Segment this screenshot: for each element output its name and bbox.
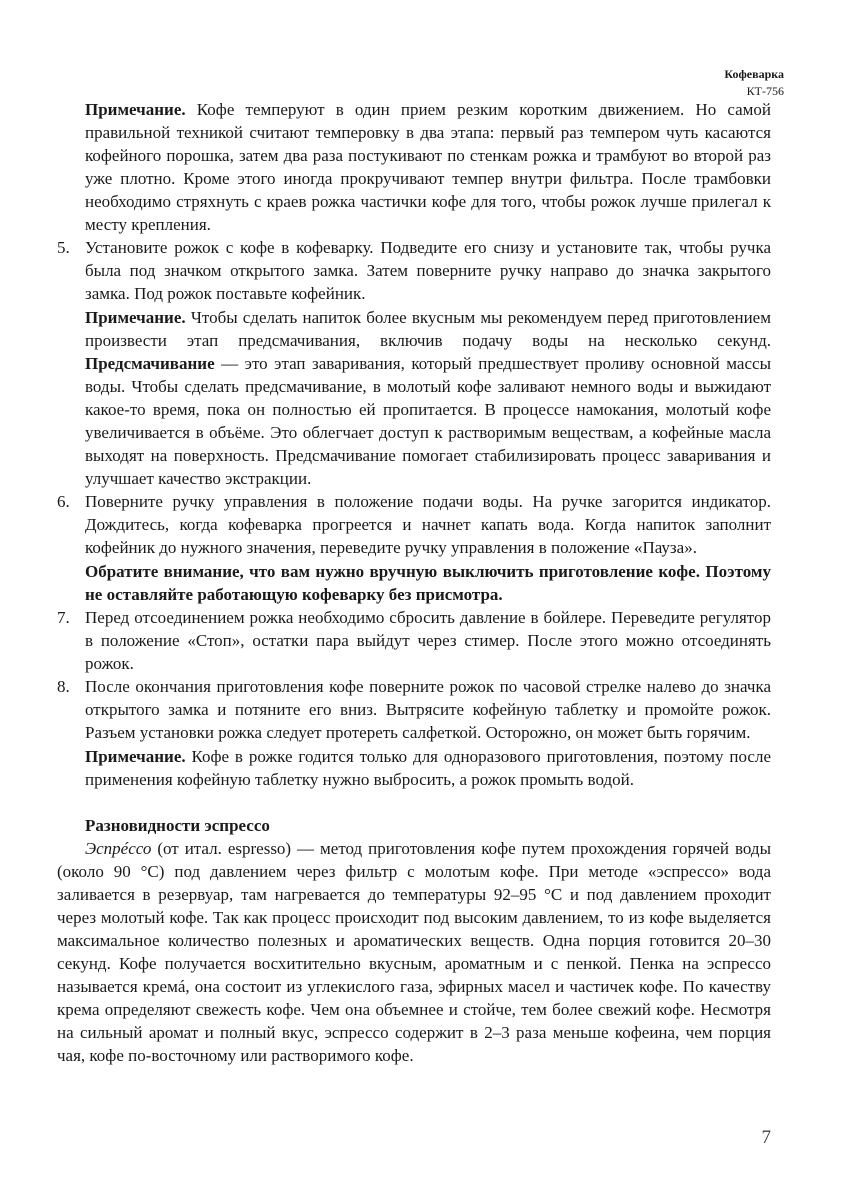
note-label: Примечание. bbox=[85, 747, 186, 766]
note-label: Примечание. bbox=[85, 100, 186, 119]
note-text: Кофе в рожке годится только для одноразового приготовления, поэтому после применения кофейную таблетку нужно выбросить, а рожок промыть водой. bbox=[85, 747, 771, 789]
note-text-continued: — это этап заваривания, который предшествует проливу основной массы воды. Чтобы сделать предсмачивание, в молотый кофе заливают немного воды и выжидают какое-то время, пока он полностью ей пропитается. В процессе намокания, молотый кофе увеличивается в объёме. Это облегчает доступ к растворимым веществам, а кофейные масла выходят на поверхность. Предсмачивание помогает стабилизировать процесс заваривания и улучшает качество экстракции. bbox=[85, 354, 771, 488]
step-number: 6. bbox=[57, 492, 70, 511]
note-tamping bbox=[57, 98, 771, 236]
espresso-text: (от итал. espresso) — метод приготовления кофе путем прохождения горячей воды (около 90 °С) под давлением через фильтр с молотым кофе. При методе «эспрессо» вода заливается в резервуар, там нагревается до температуры 92–95 °С и под давлением проходит через молотый кофе. Так как процесс происходит под высоким давлением, то из кофе выделяется максимальное количество полезных и ароматических веществ. Одна порция готовится 20–30 секунд. Кофе получается восхитительно вкусным, ароматным и с пенкой. Пенка на эспрессо называется кремá, она состоит из углекислого газа, эфирных масел и частичек кофе. По качеству крема определяют свежесть кофе. Чем она объемнее и стойче, тем более свежий кофе. Несмотря на сильный аромат и полный вкус, эспрессо содержит в 2–3 раза меньше кофеина, чем порция чая, кофе по-восточному или растворимого кофе. bbox=[57, 839, 771, 1065]
note-single-use bbox=[57, 745, 771, 791]
warning-text: Обратите внимание, что вам нужно вручную выключить приготовление кофе. Поэтому не оставляйте работающую кофеварку без присмотра. bbox=[85, 562, 771, 604]
step-number: 5. bbox=[57, 238, 70, 257]
note-text: Чтобы сделать напиток более вкусным мы рекомендуем перед приготовлением произвести этап предсмачивания, включив подачу воды на несколько секунд. bbox=[85, 308, 771, 350]
section-title: Разновидности эспрессо bbox=[85, 816, 270, 835]
page-content bbox=[57, 98, 771, 1067]
step-number: 7. bbox=[57, 608, 70, 627]
step-text: Поверните ручку управления в положение подачи воды. На ручке загорится индикатор. Дождитесь, когда кофеварка прогреется и начнет капать вода. Когда напиток заполнит кофейник до нужного значения, переведите ручку управления в положение «Пауза». bbox=[85, 492, 771, 557]
step-text: Перед отсоединением рожка необходимо сбросить давление в бойлере. Переведите регулятор в положение «Стоп», остатки пара выйдут через стимер. После этого можно отсоединять рожок. bbox=[85, 608, 771, 673]
step-5 bbox=[57, 236, 771, 305]
running-header bbox=[724, 66, 784, 100]
step-text: После окончания приготовления кофе поверните рожок по часовой стрелке налево до значка открытого замка и потяните его вниз. Вытрясите кофейную таблетку и промойте рожок. Разъем установки рожка следует протереть салфеткой. Осторожно, он может быть горячим. bbox=[85, 677, 771, 742]
header-product: Кофеварка bbox=[724, 67, 784, 81]
step-number: 8. bbox=[57, 677, 70, 696]
note-term: Предсмачивание bbox=[85, 354, 215, 373]
note-text: Кофе темперуют в один прием резким коротким движением. Но самой правильной техникой считают темперовку в два этапа: первый раз темпером чуть касаются кофейного порошка, затем два раза постукивают по стенкам рожка и трамбуют во второй раз уже плотно. Кроме этого иногда прокручивают темпер внутри фильтра. После трамбовки необходимо стряхнуть с краев рожка частички кофе для того, чтобы рожок лучше прилегал к месту крепления. bbox=[85, 100, 771, 234]
note-label: Примечание. bbox=[85, 308, 186, 327]
step-8 bbox=[57, 675, 771, 744]
step-text: Установите рожок с кофе в кофеварку. Подведите его снизу и установите так, чтобы ручка была под значком открытого замка. Затем поверните ручку направо до значка закрытого замка. Под рожок поставьте кофейник. bbox=[85, 238, 771, 303]
step-7 bbox=[57, 606, 771, 675]
header-model-code: КТ-756 bbox=[746, 84, 784, 98]
espresso-term: Эспрéссо bbox=[85, 839, 152, 858]
note-preinfusion bbox=[57, 306, 771, 490]
espresso-paragraph bbox=[57, 837, 771, 1067]
step-6 bbox=[57, 490, 771, 559]
page-number: 7 bbox=[761, 1127, 771, 1148]
